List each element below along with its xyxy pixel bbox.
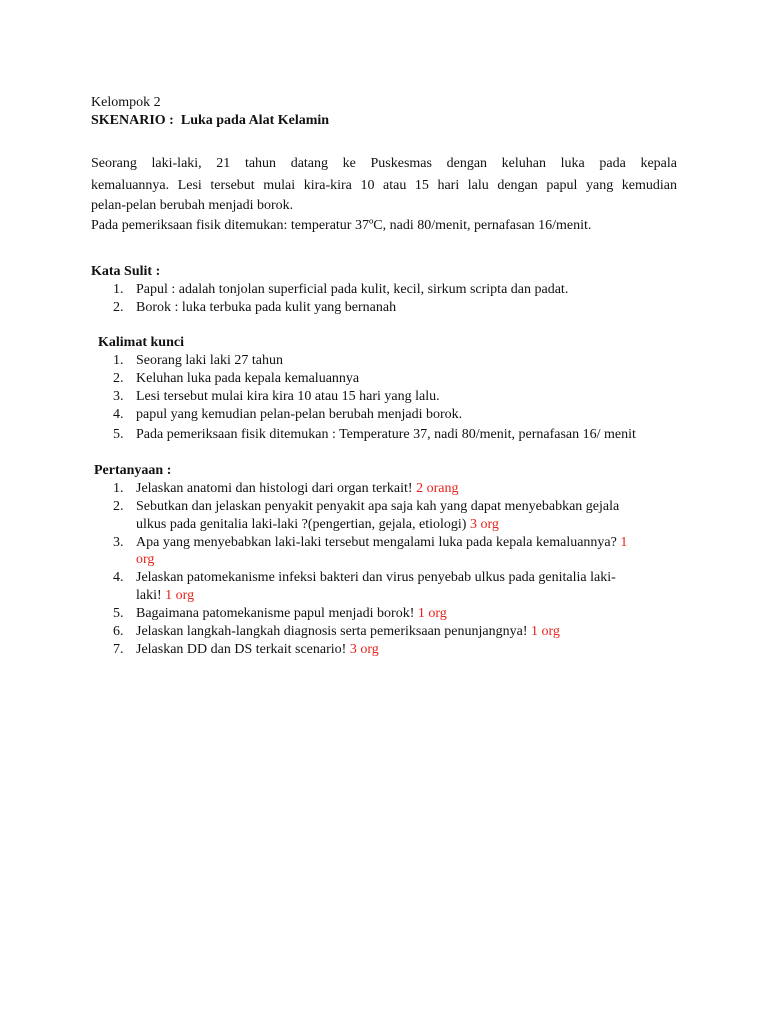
list-item-number: 4. bbox=[113, 570, 124, 585]
list-item-number: 4. bbox=[113, 407, 124, 422]
list-item-number: 1. bbox=[113, 481, 124, 496]
list-item bbox=[136, 605, 447, 623]
list-item bbox=[136, 534, 627, 552]
list-item-continuation bbox=[136, 587, 194, 605]
scenario-label: SKENARIO : bbox=[91, 113, 174, 128]
list-item-number: 2. bbox=[113, 300, 124, 315]
kalimat-kunci-heading: Kalimat kunci bbox=[98, 335, 184, 350]
list-item-number: 2. bbox=[113, 499, 124, 514]
list-item: Sebutkan dan jelaskan penyakit penyakit apa saja kah yang dapat menyebabkan gejala bbox=[136, 499, 620, 514]
scenario-line-1: Seorang laki-laki, 21 tahun datang ke Puskesmas dengan keluhan luka pada kepala bbox=[91, 156, 677, 171]
assignment-count: 3 org bbox=[469, 517, 499, 532]
list-item: Seorang laki laki 27 tahun bbox=[136, 353, 283, 368]
list-item bbox=[136, 623, 560, 641]
assignment-count: 1 bbox=[620, 535, 628, 550]
list-item-number: 3. bbox=[113, 389, 124, 404]
question-text: Jelaskan anatomi dan histologi dari organ terkait! bbox=[136, 481, 417, 496]
assignment-count: 2 orang bbox=[416, 481, 459, 496]
list-item-number: 5. bbox=[113, 427, 124, 442]
list-item: Lesi tersebut mulai kira kira 10 atau 15 hari yang lalu. bbox=[136, 389, 440, 404]
question-text: laki! bbox=[136, 588, 166, 603]
list-item-number: 6. bbox=[113, 624, 124, 639]
question-text: Bagaimana patomekanisme papul menjadi borok! bbox=[136, 606, 418, 621]
list-item-number: 2. bbox=[113, 371, 124, 386]
question-text: Jelaskan langkah-langkah diagnosis serta pemeriksaan penunjangnya! bbox=[136, 624, 531, 639]
question-text: Jelaskan DD dan DS terkait scenario! bbox=[136, 642, 350, 657]
question-text: Apa yang menyebabkan laki-laki tersebut mengalami luka pada kepala kemaluannya? bbox=[136, 535, 621, 550]
list-item: papul yang kemudian pelan-pelan berubah menjadi borok. bbox=[136, 407, 463, 422]
list-item: Borok : luka terbuka pada kulit yang bernanah bbox=[136, 300, 397, 315]
scenario-title-line bbox=[91, 112, 329, 130]
assignment-count: 1 org bbox=[417, 606, 447, 621]
list-item: Pada pemeriksaan fisik ditemukan : Temperature 37, nadi 80/menit, pernafasan 16/ menit bbox=[136, 427, 636, 442]
list-item: Jelaskan patomekanisme infeksi bakteri dan virus penyebab ulkus pada genitalia laki- bbox=[136, 570, 616, 585]
scenario-line-3: pelan-pelan berubah menjadi borok. bbox=[91, 198, 294, 213]
question-text: ulkus pada genitalia laki-laki ?(pengertian, gejala, etiologi) bbox=[136, 517, 470, 532]
assignment-count-continuation: org bbox=[136, 552, 155, 567]
list-item-number: 1. bbox=[113, 353, 124, 368]
list-item-number: 1. bbox=[113, 282, 124, 297]
assignment-count: 1 org bbox=[165, 588, 195, 603]
scenario-title: Luka pada Alat Kelamin bbox=[180, 113, 330, 128]
list-item bbox=[136, 480, 458, 498]
assignment-count: 3 org bbox=[349, 642, 379, 657]
assignment-count: 1 org bbox=[530, 624, 560, 639]
list-item-number: 5. bbox=[113, 606, 124, 621]
scenario-line-2: kemaluannya. Lesi tersebut mulai kira-kira 10 atau 15 hari lalu dengan papul yang kemudian bbox=[91, 178, 677, 193]
scenario-line-4: Pada pemeriksaan fisik ditemukan: temperatur 37ºC, nadi 80/menit, pernafasan 16/menit. bbox=[91, 218, 592, 233]
list-item-number: 7. bbox=[113, 642, 124, 657]
pertanyaan-heading: Pertanyaan : bbox=[94, 463, 172, 478]
group-label: Kelompok 2 bbox=[91, 95, 161, 110]
list-item: Papul : adalah tonjolan superficial pada kulit, kecil, sirkum scripta dan padat. bbox=[136, 282, 569, 297]
list-item-continuation bbox=[136, 516, 499, 534]
list-item: Keluhan luka pada kepala kemaluannya bbox=[136, 371, 360, 386]
list-item-number: 3. bbox=[113, 535, 124, 550]
list-item bbox=[136, 641, 379, 659]
kata-sulit-heading: Kata Sulit : bbox=[91, 264, 161, 279]
